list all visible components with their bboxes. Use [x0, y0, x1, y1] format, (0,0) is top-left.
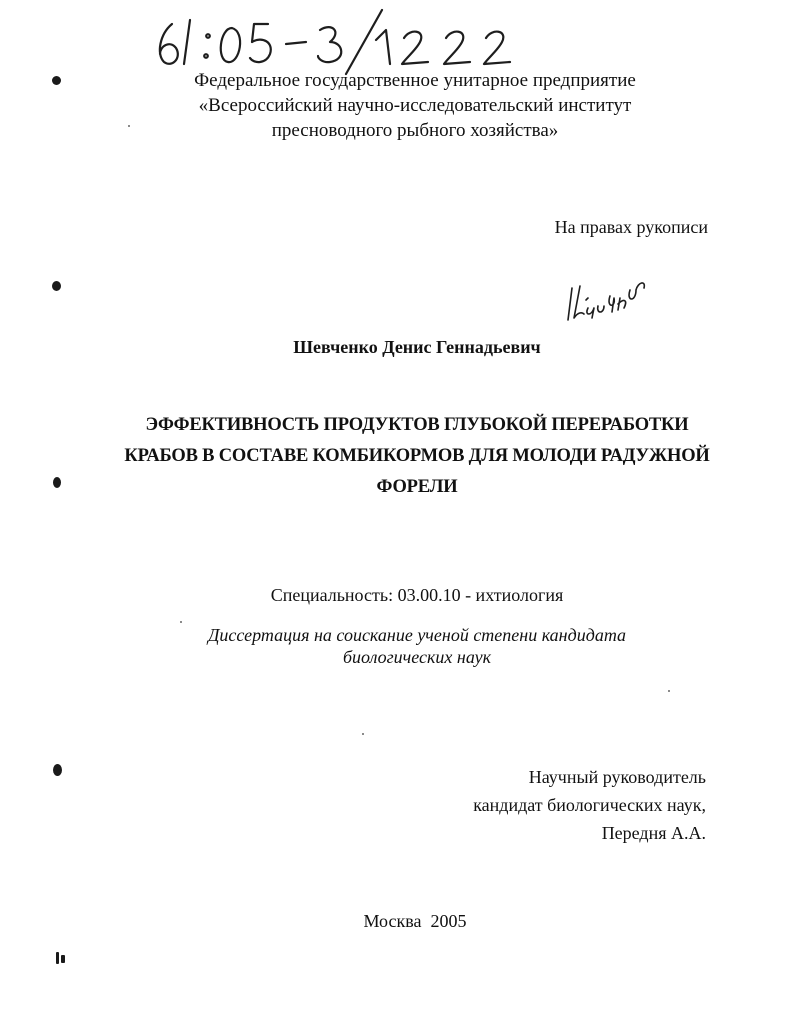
scan-speck — [128, 125, 130, 127]
organization-line-1: Федеральное государственное унитарное предприятие — [194, 70, 636, 91]
author-signature — [562, 268, 652, 328]
scan-mark — [53, 477, 61, 488]
degree-line-1: Диссертация на соискание ученой степени кандидата — [207, 625, 627, 645]
scan-mark — [56, 952, 59, 964]
scan-mark — [52, 76, 61, 85]
archive-code-drawing — [150, 6, 530, 76]
organization-line-3: пресноводного рыбного хозяйства» — [271, 120, 559, 141]
scan-speck — [668, 690, 670, 692]
organization-line-2: «Всероссийский научно-исследовательский институт — [198, 95, 632, 116]
archive-code-handwritten — [150, 6, 530, 76]
signature-drawing — [562, 268, 652, 328]
author-name: Шевченко Денис Геннадьевич — [293, 337, 541, 357]
scan-mark — [52, 281, 61, 291]
supervisor-block — [473, 763, 706, 847]
scan-mark — [53, 764, 62, 776]
supervisor-name: Передня А.А. — [601, 823, 706, 843]
title-line-3: ФОРЕЛИ — [376, 477, 458, 497]
degree-statement — [110, 624, 724, 668]
scan-speck — [362, 733, 364, 735]
manuscript-note: На правах рукописи — [554, 217, 708, 237]
title-line-2: КРАБОВ В СОСТАВЕ КОМБИКОРМОВ ДЛЯ МОЛОДИ РАДУЖНОЙ — [124, 446, 710, 466]
title-line-1: ЭФФЕКТИВНОСТЬ ПРОДУКТОВ ГЛУБОКОЙ ПЕРЕРАБОТКИ — [145, 415, 689, 435]
supervisor-degree: кандидат биологических наук, — [473, 795, 706, 815]
degree-line-2: биологических наук — [342, 647, 492, 667]
scan-mark — [61, 955, 65, 963]
city-year: Москва 2005 — [363, 911, 467, 931]
supervisor-role: Научный руководитель — [528, 767, 706, 787]
specialty: Специальность: 03.00.10 - ихтиология — [270, 585, 564, 605]
dissertation-title — [110, 410, 724, 503]
scan-speck — [180, 621, 182, 623]
organization-header — [120, 68, 710, 143]
